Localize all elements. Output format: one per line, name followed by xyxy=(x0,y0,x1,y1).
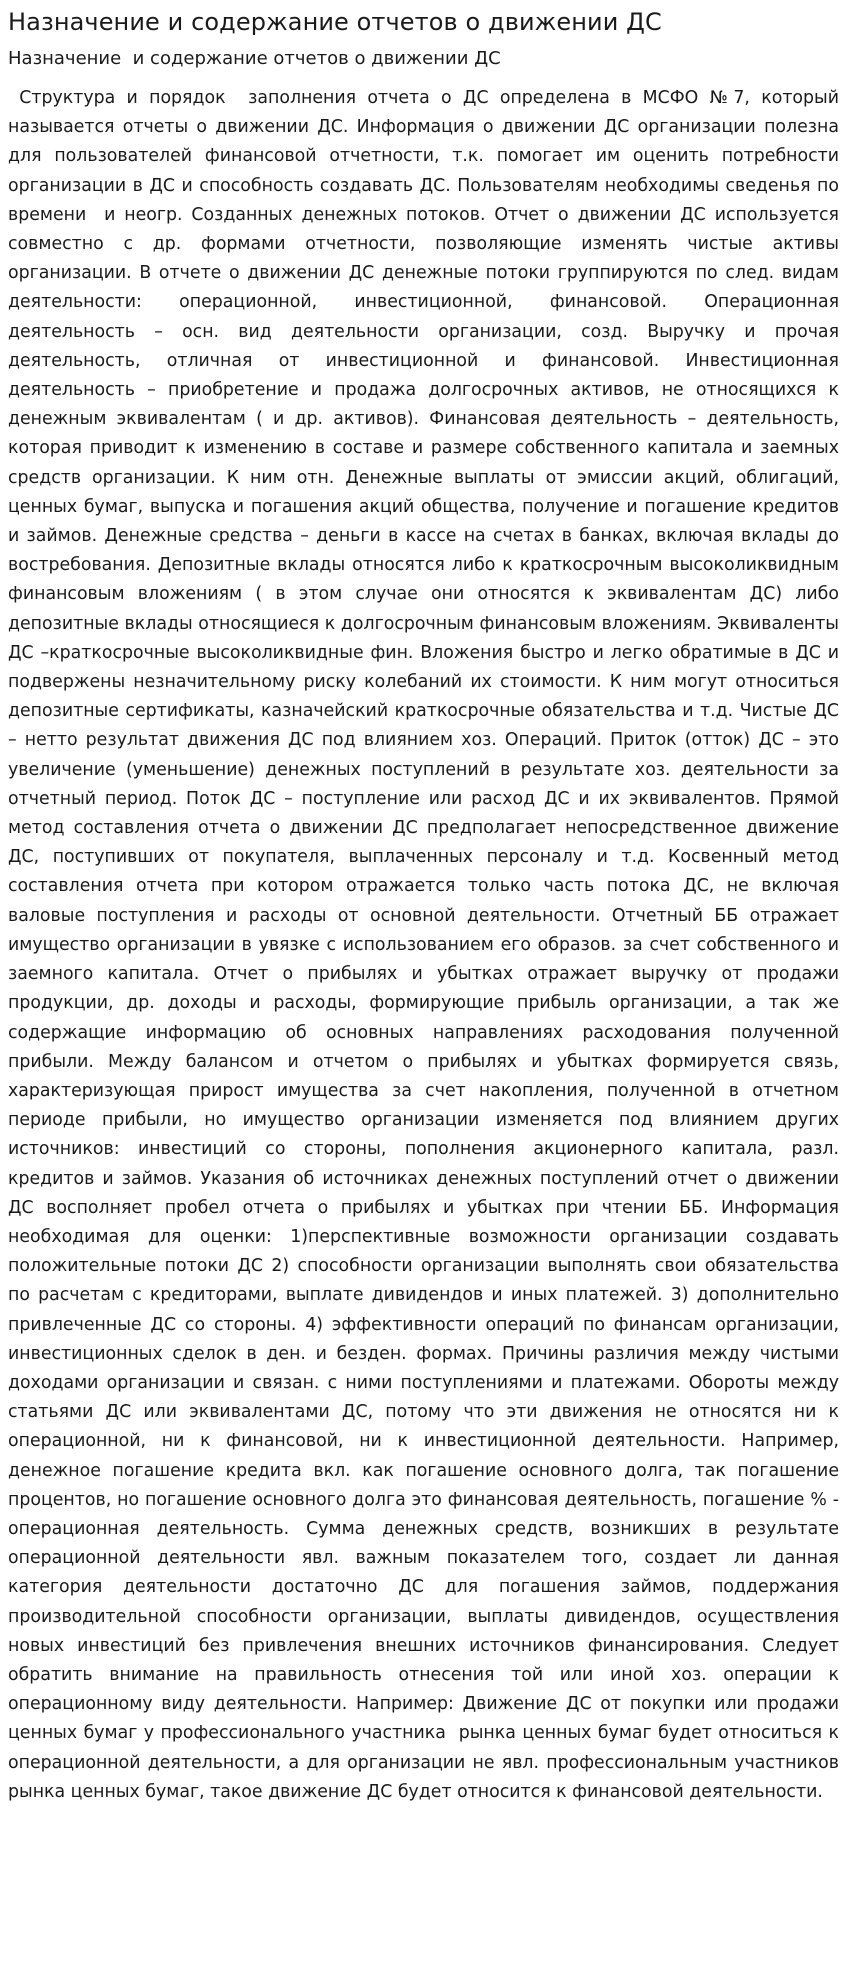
document-body-paragraph: Структура и порядок заполнения отчета о ДС определена в МСФО №7, который называется отчеты о движении ДС. Информация о движении ДС организации полезна для пользователей финансовой отчетности, т.к. помогает им оценить потребности организации в ДС и способность создавать ДС. Пользователям необходимы сведенья по времени и неогр. Созданных денежных потоков. Отчет о движении ДС используется совместно с др. формами отчетности, позволяющие изменять чистые активы организации. В отчете о движении ДС денежные потоки группируются по след. видам деятельности: операционной, инвестиционной, финансовой. Операционная деятельность – осн. вид деятельности организации, созд. Выручку и прочая деятельность, отличная от инвестиционной и финансовой. Инвестиционная деятельность – приобретение и продажа долгосрочных активов, не относящихся к денежным эквивалентам ( и др. активов). Финансовая деятельность – деятельность, которая приводит к изменению в составе и размере собственного капитала и заемных средств организации. К ним отн. Денежные выплаты от эмиссии акций, облигаций, ценных бумаг, выпуска и погашения акций общества, получение и погашение кредитов и займов. Денежные средства – деньги в кассе на счетах в банках, включая вклады до востребования. Депозитные вклады относятся либо к краткосрочным высоколиквидным финансовым вложениям ( в этом случае они относятся к эквивалентам ДС) либо депозитные вклады относящиеся к долгосрочным финансовым вложениям. Эквиваленты ДС –краткосрочные высоколиквидные фин. Вложения быстро и легко обратимые в ДС и подвержены незначительному риску колебаний их стоимости. К ним могут относиться депозитные сертификаты, казначейский краткосрочные обязательства и т.д. Чистые ДС – нетто результат движения ДС под влиянием хоз. Операций. Приток (отток) ДС – это увеличение (уменьшение) денежных поступлений в результате хоз. деятельности за отчетный период. Поток ДС – поступление или расход ДС и их эквивалентов. Прямой метод составления отчета о движении ДС предполагает непосредственное движение ДС, поступивших от покупателя, выплаченных персоналу и т.д. Косвенный метод составления отчета при котором отражается только часть потока ДС, не включая валовые поступления и расходы от основной деятельности. Отчетный ББ отражает имущество организации в увязке с использованием его образов. за счет собственного и заемного капитала. Отчет о прибылях и убытках отражает выручку от продажи продукции, др. доходы и расходы, формирующие прибыль организации, а так же содержащие информацию об основных направлениях расходования полученной прибыли. Между балансом и отчетом о прибылях и убытках формируется связь, характеризующая прирост имущества за счет накопления, полученной в отчетном периоде прибыли, но имущество организации изменяется под влиянием других источников: инвестиций со стороны, пополнения акционерного капитала, разл. кредитов и займов. Указания об источниках денежных поступлений отчет о движении ДС восполняет пробел отчета о прибылях и убытках при чтении ББ. Информация необходимая для оценки: 1)перспективные возможности организации создавать положительные потоки ДС 2) способности организации выполнять свои обязательства по расчетам с кредиторами, выплате дивидендов и иных платежей. 3) дополнительно привлеченные ДС со стороны. 4) эффективности операций по финансам организации, инвестиционных сделок в ден. и безден. формах. Причины различия между чистыми доходами организации и связан. с ними поступлениями и платежами. Обороты между статьями ДС или эквивалентами ДС, потому что эти движения не относятся ни к операционной, ни к финансовой, ни к инвестиционной деятельности. Например, денежное погашение кредита вкл. как погашение основного долга, так погашение процентов, но погашение основного долга это финансовая деятельность, погашение % - операционная деятельность. Сумма денежных средств, возникших в результате операционной деятельности явл. важным показателем того, создает ли данная категория деятельности достаточно ДС для погашения займов, поддержания производительной способности организации, выплаты дивидендов, осуществления новых инвестиций без привлечения внешних источников финансирования. Следует обратить внимание на правильность отнесения той или иной хоз. операции к операционному виду деятельности. Например: Движение ДС от покупки или продажи ценных бумаг у профессионального участника рынка ценных бумаг будет относиться к операционной деятельности, а для организации не явл. профессиональным участников рынка ценных бумаг, такое движение ДС будет относится к финансовой деятельности. xyxy=(8,88,845,1802)
document-title: Назначение и содержание отчетов о движении ДС xyxy=(8,8,662,36)
document-subtitle: Назначение и содержание отчетов о движении ДС xyxy=(8,48,501,69)
